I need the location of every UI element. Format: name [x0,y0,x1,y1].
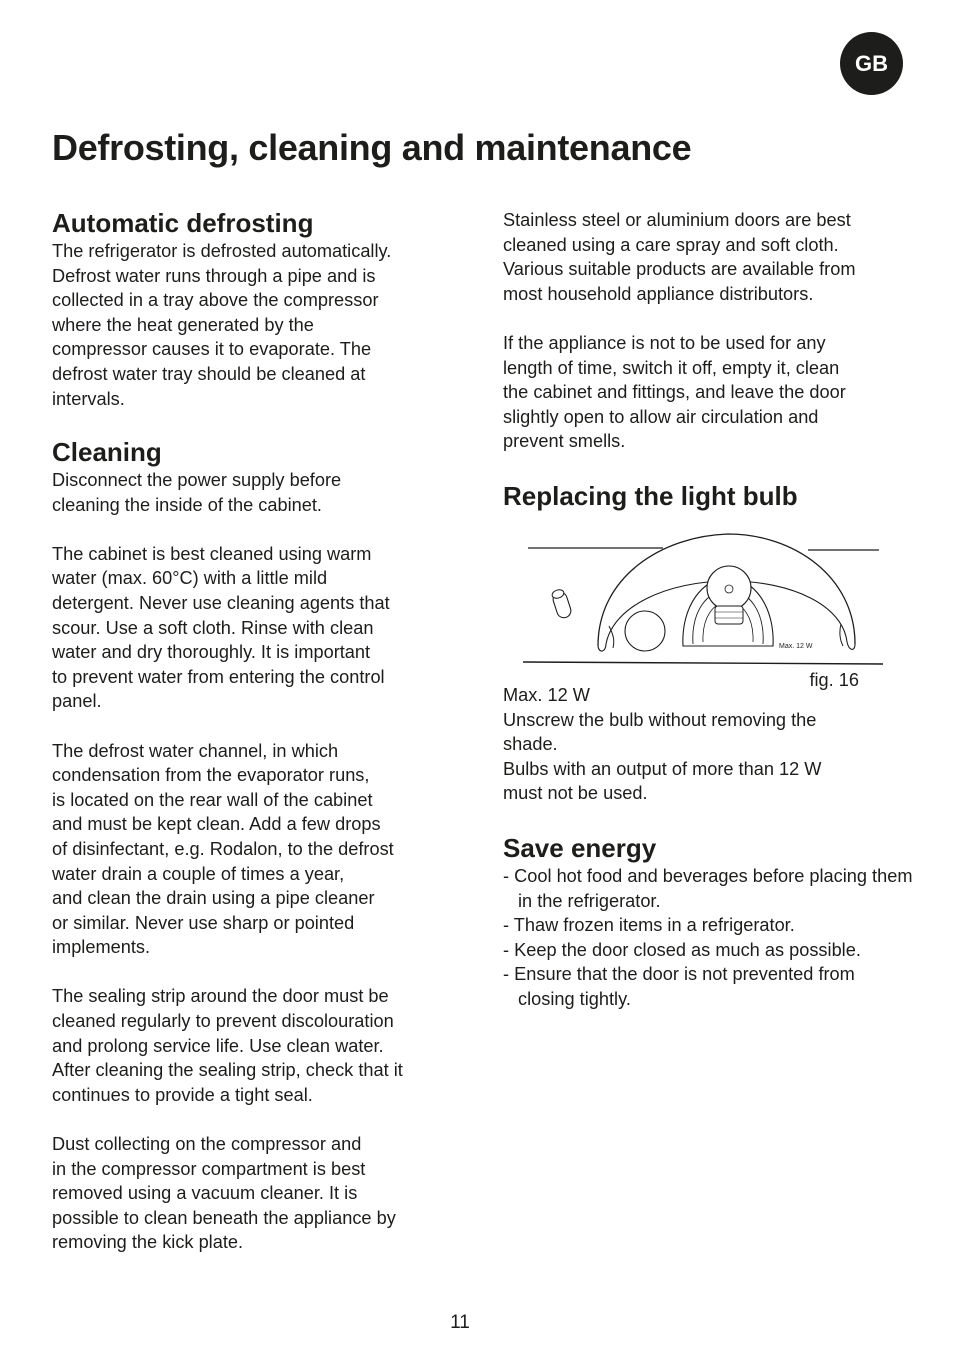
light-bulb-text: Max. 12 W Unscrew the bulb without removing the shade. Bulbs with an output of more than 12 W must not be used. [503,685,822,804]
automatic-defrosting-text: The refrigerator is defrosted automatically. Defrost water runs through a pipe and is collected in a tray above the compressor where the heat generated by the compressor causes it to evaporate. The defrost water tray should be cleaned at intervals. [52,241,392,409]
page-number: 11 [450,1312,470,1333]
doors-and-storage-section [503,208,913,454]
cleaning-paragraph: Dust collecting on the compressor and in the compressor compartment is best removed using a vacuum cleaner. It is possible to clean beneath the appliance by removing the kick plate. [52,1134,396,1253]
cleaning-paragraph: The sealing strip around the door must be cleaned regularly to prevent discolouration and prolong service life. Use clean water. After cleaning the sealing strip, check that it continues to provide a tight seal. [52,986,403,1105]
light-bulb-heading-block [503,480,913,512]
cleaning-paragraph: The defrost water channel, in which condensation from the evaporator runs, is located on the rear wall of the cabinet and must be kept clean. Add a few drops of disinfectant, e.g. Rodalon, to the defrost water drain a couple of times a year, and clean the drain using a pipe cleaner or similar. Never use sharp or pointed implements. [52,740,394,958]
doors-paragraph: Stainless steel or aluminium doors are best cleaned using a care spray and soft cloth. Various suitable products are available from most household appliance distributors. [503,210,856,304]
cleaning-heading: Cleaning [52,437,162,467]
page-title: Defrosting, cleaning and maintenance [52,127,692,168]
light-bulb-figure [503,526,893,692]
cleaning-paragraph: The cabinet is best cleaned using warm water (max. 60°C) with a little mild detergent. Never use cleaning agents that scour. Use a soft cloth. Rinse with clean water and dry thoroughly. It is important to prevent water from entering the control panel. [52,543,390,712]
save-energy-section [503,832,913,1012]
light-bulb-text-block [503,683,913,806]
figure-caption: fig. 16 [809,670,859,690]
automatic-defrosting-heading: Automatic defrosting [52,208,314,238]
list-item: - Thaw frozen items in a refrigerator. [503,915,795,936]
storage-paragraph: If the appliance is not to be used for any length of time, switch it off, empty it, clean the cabinet and fittings, and leave the door slightly open to allow air circulation and prevent smells. [503,332,846,452]
light-bulb-heading: Replacing the light bulb [503,481,798,511]
list-item: - Ensure that the door is not prevented from closing tightly. [503,964,855,1009]
cleaning-paragraph: Disconnect the power supply before cleaning the inside of the cabinet. [52,470,342,515]
figure-inner-label: Max. 12 W [779,643,813,650]
list-item: - Cool hot food and beverages before placing them in the refrigerator. [503,866,913,911]
cleaning-section [52,436,452,1255]
save-energy-heading: Save energy [503,833,657,863]
language-badge: GB [840,32,903,95]
list-item: - Keep the door closed as much as possible. [503,939,861,960]
automatic-defrosting-section [52,207,452,411]
save-energy-list [503,864,913,1012]
